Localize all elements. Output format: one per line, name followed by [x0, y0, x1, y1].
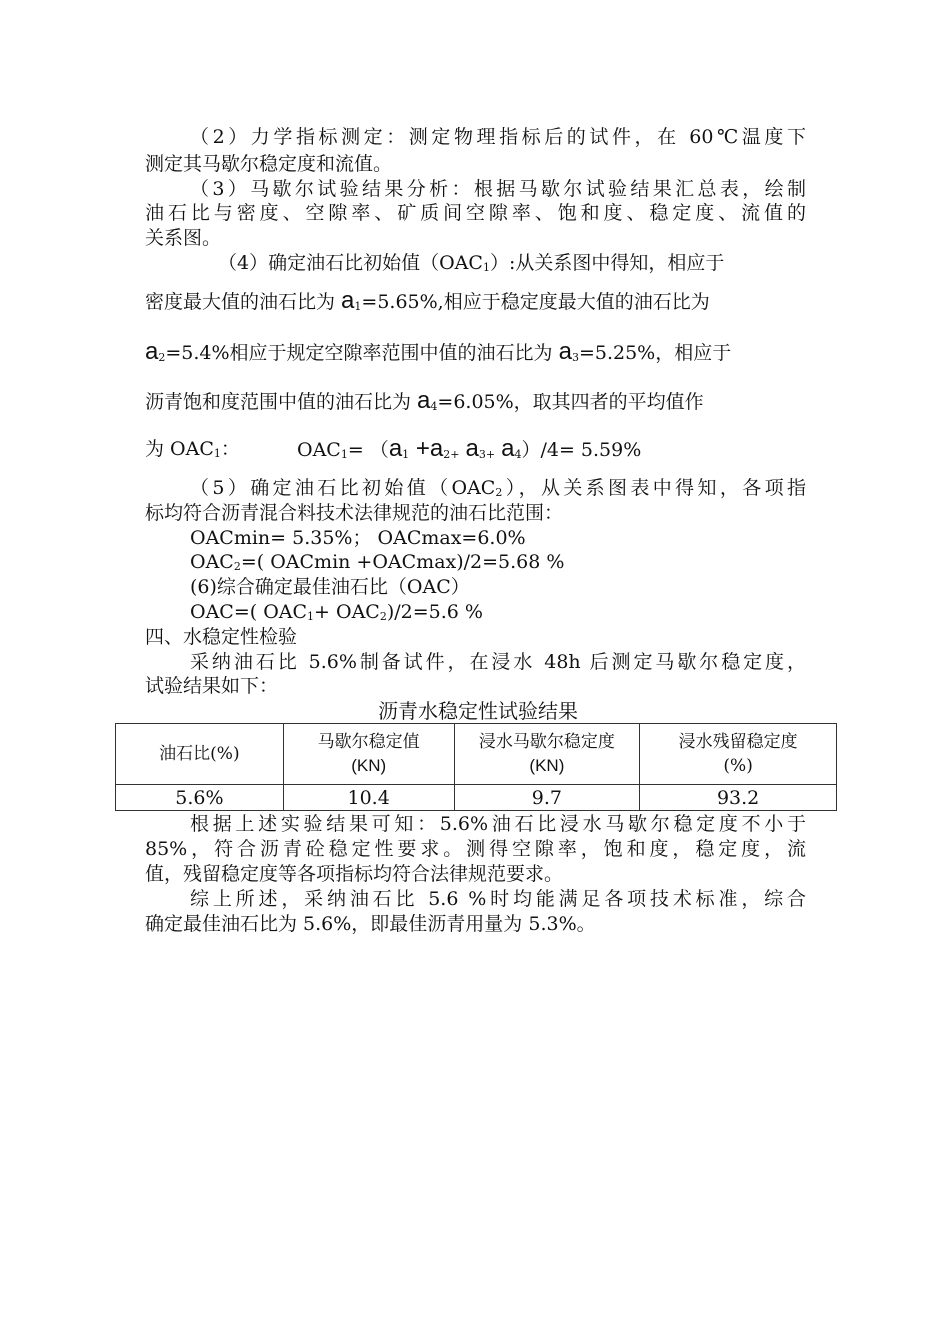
cell-residual-stability: 93.2 [640, 785, 837, 811]
cell-oil-ratio: 5.6% [116, 785, 284, 811]
conclusion-line4: 综上所述，采纳油石比 5.6 %时均能满足各项技术标准，综合 [190, 888, 806, 910]
para4-line3: $a_2=5.4\%$相应于规定空隙率范围中值的油石比为 $a_3=5.25\%$，相应于 [145, 338, 732, 365]
para4-line5: 为 $OAC_1$： [145, 438, 240, 460]
conclusion-line1: 根据上述实验结果可知：5.6%油石比浸水马歇尔稳定度不小于 [190, 813, 806, 835]
conclusion-line2: 85%，符合沥青砼稳定性要求。测得空隙率，饱和度，稳定度，流 [145, 838, 806, 860]
cell-marshall-stability: 10.4 [283, 785, 454, 811]
para2-line1: （2）力学指标测定：测定物理指标后的试件，在 60℃温度下 [190, 126, 806, 148]
header-oil-ratio: 油石比(%) [116, 724, 284, 785]
para5-line2: 标均符合沥青混合料技术法律规范的油石比范围： [145, 502, 564, 524]
conclusion-line5: 确定最佳油石比为 5.6%，即最佳沥青用量为 5.3%。 [145, 913, 596, 935]
oac-min-max: OACmin= 5.35%； OACmax=6.0% [190, 527, 526, 549]
header-immersion-stability: 浸水马歇尔稳定度 (KN) [454, 724, 640, 785]
para4-line4: 沥青饱和度范围中值的油石比为 $a_4=6.05\%$，取其四者的平均值作 [145, 387, 704, 414]
para4-line2: 密度最大值的油石比为 $a_1=5.65\%$,相应于稳定度最大值的油石比为 [145, 287, 710, 314]
section4-line1: 采纳油石比 5.6%制备试件，在浸水 48h 后测定马歇尔稳定度， [190, 651, 806, 673]
para5-line1: （5）确定油石比初始值$(OAC_2)$，从关系图表中得知，各项指 [190, 477, 806, 499]
results-table [115, 723, 837, 811]
table-caption: 沥青水稳定性试验结果 [378, 699, 578, 723]
oac-formula: OAC=( $OAC_1+ OAC_2)/2=5.6$ % [190, 601, 483, 623]
header-marshall-stability: 马歇尔稳定值 (KN) [283, 724, 454, 785]
section-heading: 四、水稳定性检验 [145, 626, 298, 648]
oac2-formula: $OAC_2=$( OACmin +OACmax)/2=5.68 % [190, 551, 565, 573]
para4-line1: （4）确定油石比初始值$(OAC_1)$:从关系图中得知，相应于 [218, 252, 725, 274]
para3-line1: （3）马歇尔试验结果分析：根据马歇尔试验结果汇总表，绘制 [190, 178, 806, 200]
table-row [116, 785, 837, 811]
section4-line2: 试验结果如下： [145, 675, 279, 697]
conclusion-line3: 值，残留稳定度等各项指标均符合法律规范要求。 [145, 863, 564, 885]
para3-line2: 油石比与密度、空隙率、矿质间空隙率、饱和度、稳定度、流值的 [145, 202, 806, 224]
header-residual-stability: 浸水残留稳定度 (%) [640, 724, 837, 785]
cell-immersion-stability: 9.7 [454, 785, 640, 811]
table-header-row [116, 724, 837, 785]
oac1-formula: $OAC_1= (a_1 +a_{2+}$ $a_{3+}$ $a_4)/4= 5.59\%$ [297, 435, 642, 462]
para2-line2: 测定其马歇尔稳定度和流值。 [145, 153, 393, 175]
para6-line1: (6)综合确定最佳油石比（OAC） [190, 576, 470, 598]
para3-line3: 关系图。 [145, 227, 222, 249]
